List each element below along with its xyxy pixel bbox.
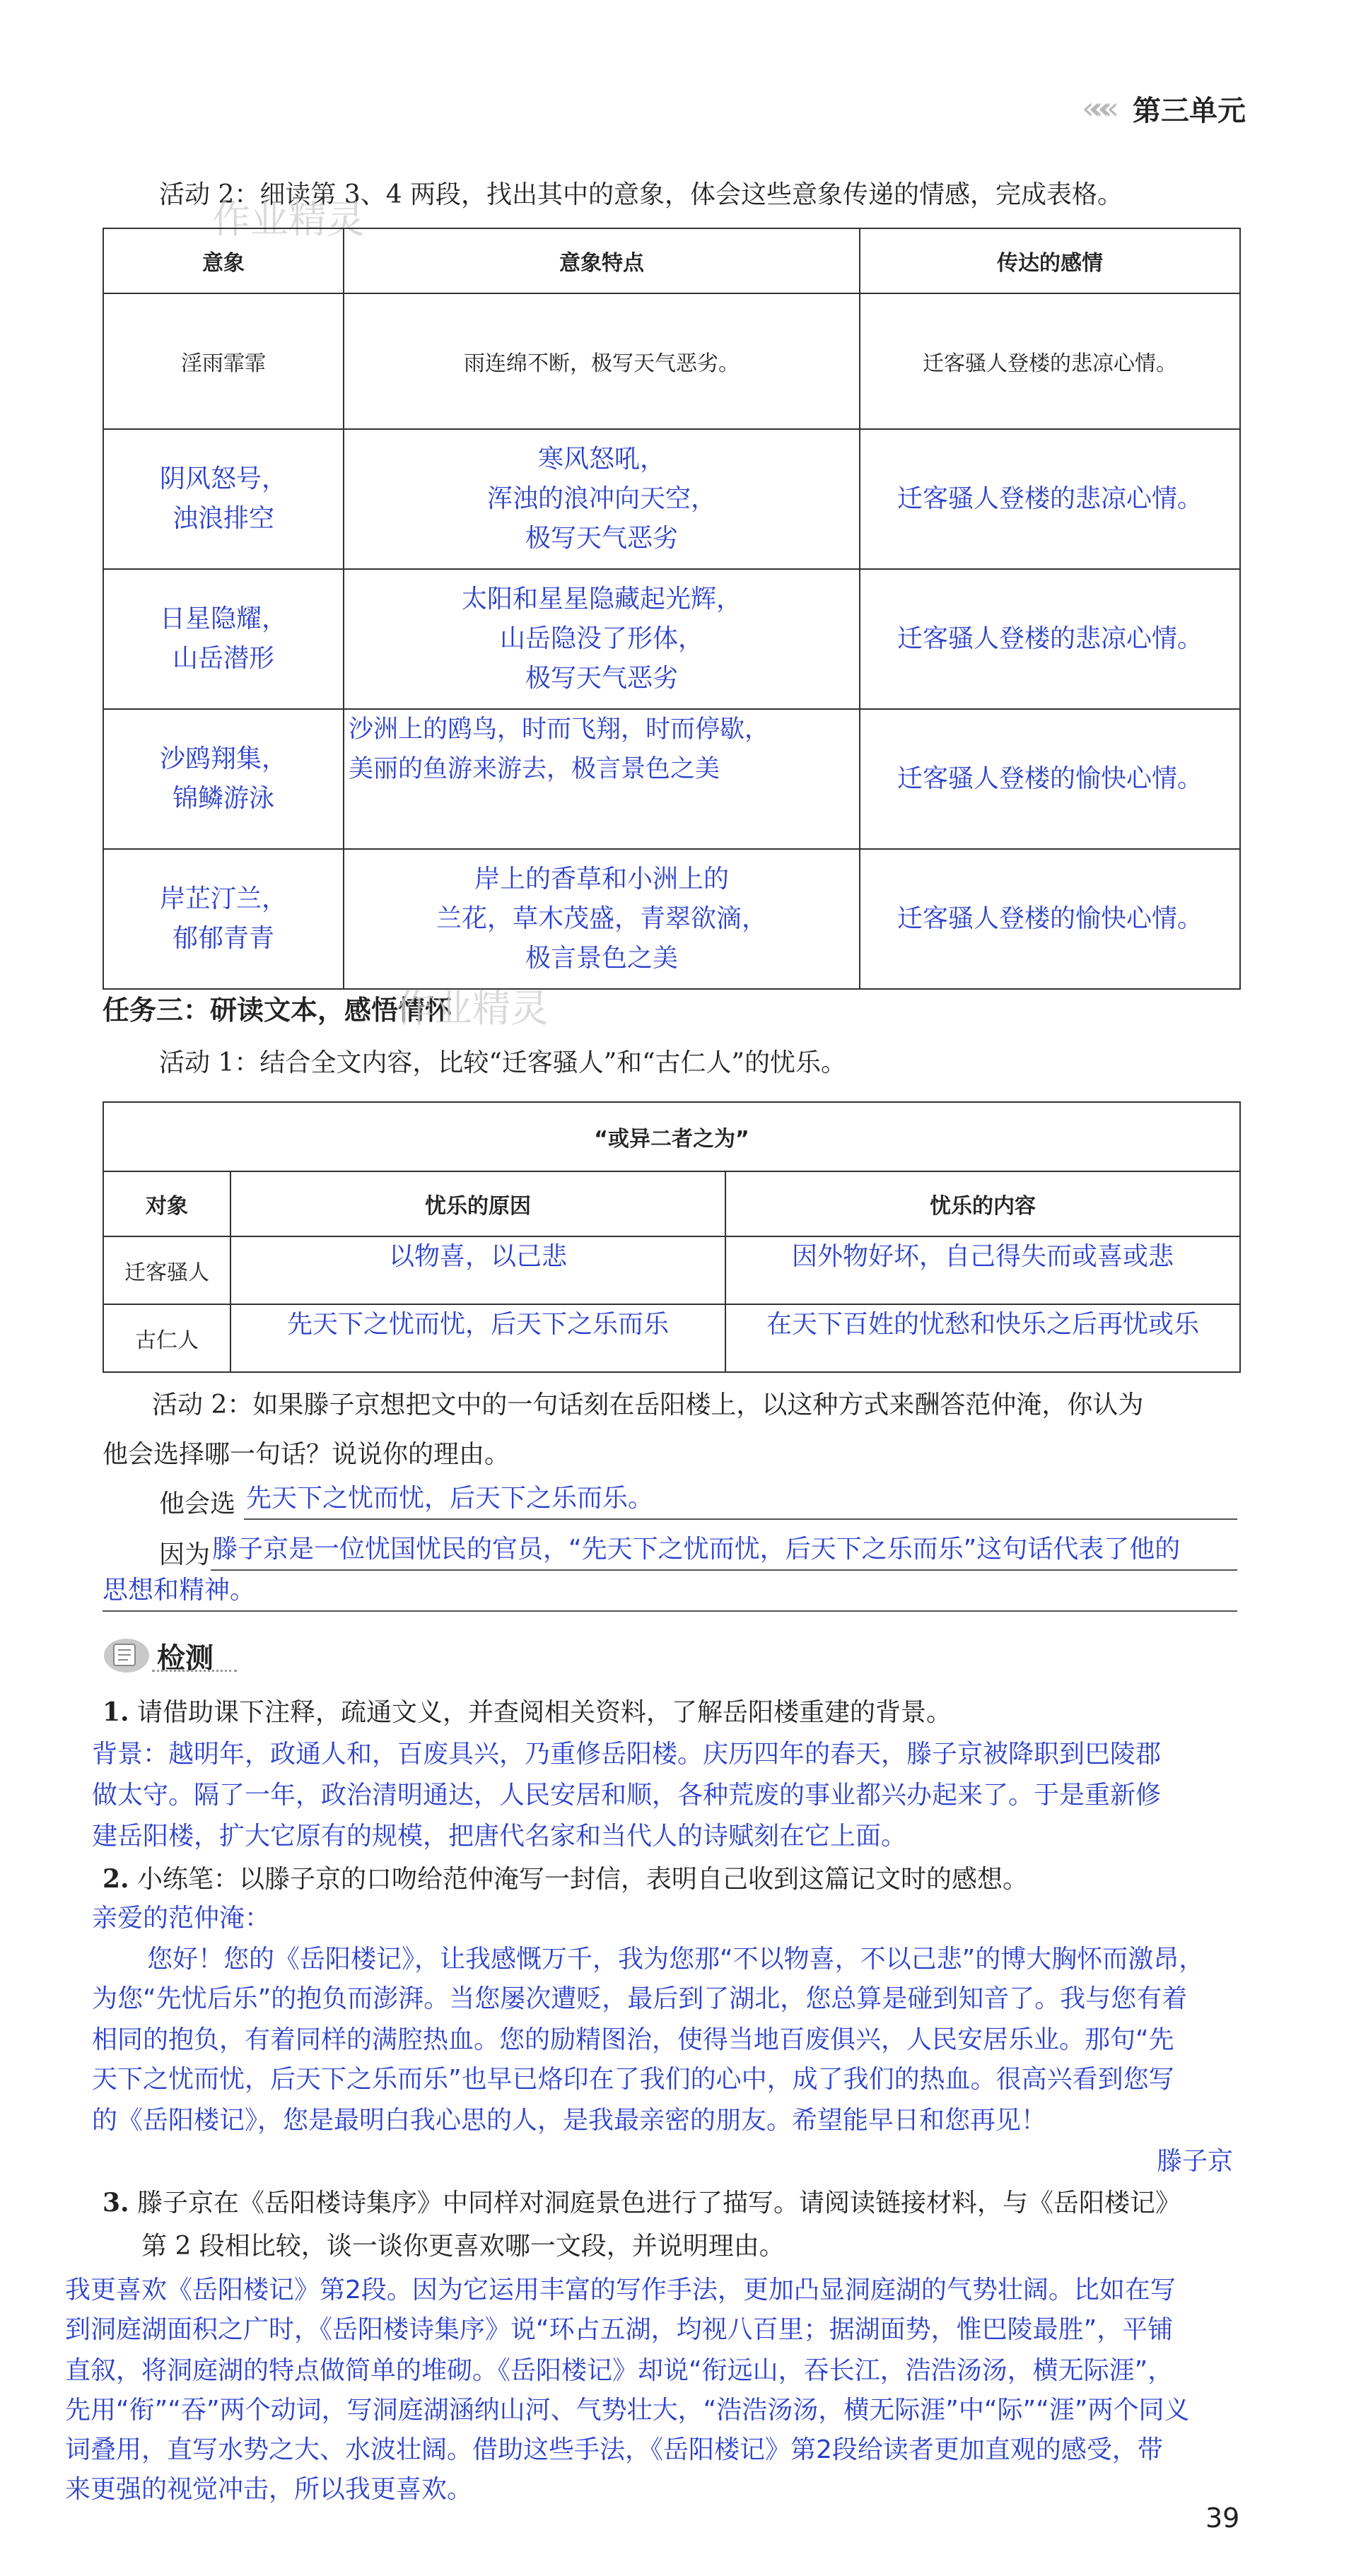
q2-letter-line: 相同的抱负，有着同样的满腔热血。您的励精图治，使得当地百废俱兴，人民安居乐业。那句“先 (92, 2025, 1174, 2054)
q3-answer-line: 我更喜欢《岳阳楼记》第2段。因为它运用丰富的写作手法，更加凸显洞庭湖的气势壮阔。比如在写 (65, 2276, 1176, 2305)
q1-answer-line: 做太守。隔了一年，政治清明通达，人民安居和顺，各种荒废的事业都兴办起来了。于是重新修 (92, 1781, 1162, 1810)
table1-cell-features: 太阳和星星隐藏起光辉， 山岳隐没了形体， 极写天气恶劣 (344, 569, 860, 709)
because-label: 因为 (159, 1540, 211, 1569)
q2-letter-line: 为您“先忧后乐”的抱负而澎湃。当您屡次遭贬，最后到了湖北，您总算是碰到知音了。我与您有着 (92, 1984, 1188, 2013)
table1-header-features: 意象特点 (344, 228, 860, 293)
q3-answer-line: 直叙，将洞庭湖的特点做简单的堆砌。《岳阳楼记》却说“衔远山，吞长江，浩浩汤汤，横无际涯”， (65, 2356, 1174, 2385)
q3-text-line2: 第 2 段相比较，谈一谈你更喜欢哪一文段，并说明理由。 (141, 2232, 785, 2261)
table1-cell-features: 雨连绵不断，极写天气恶劣。 (344, 293, 860, 429)
table1-cell-image: 岸芷汀兰， 郁郁青青 (103, 849, 344, 989)
q3-answer-line: 来更强的视觉冲击，所以我更喜欢。 (65, 2475, 473, 2504)
activity2-question-line1: 活动 2：如果滕子京想把文中的一句话刻在岳阳楼上，以这种方式来酬答范仲淹，你认为 (152, 1391, 1144, 1419)
table-row (103, 849, 1240, 989)
worries-table (103, 1101, 1241, 1373)
q3-answer-line: 到洞庭湖面积之广时，《岳阳楼诗集序》说“环占五湖，均视八百里；据湖面势，惟巴陵最胜”，平铺 (65, 2315, 1174, 2344)
test-section-label: 检测 (157, 1642, 214, 1675)
table1-cell-features: 寒风怒吼， 浑浊的浪冲向天空， 极写天气恶劣 (344, 429, 860, 569)
watermark: 作业精灵 (212, 197, 365, 242)
table2-cell-subject: 迁客骚人 (103, 1236, 230, 1304)
test-book-icon (103, 1634, 151, 1674)
table1-cell-image: 阴风怒号， 浊浪排空 (103, 429, 344, 569)
q3-number: 3. (103, 2188, 129, 2218)
q3-answer-line: 先用“衔”“吞”两个动词，写洞庭湖涵纳山河、气势壮大，“浩浩汤汤，横无际涯”中“际”“涯”两个同义 (65, 2396, 1190, 2425)
table2-title: “或异二者之为” (103, 1102, 1240, 1171)
q1-answer-line: 背景：越明年，政通人和，百废具兴，乃重修岳阳楼。庆历四年的春天，滕子京被降职到巴陵郡 (92, 1740, 1162, 1769)
table1-cell-emotion: 迁客骚人登楼的悲凉心情。 (860, 429, 1240, 569)
table2-cell-content: 因外物好坏，自己得失而或喜或悲 (725, 1236, 1240, 1304)
table2-cell-reason: 以物喜，以己悲 (230, 1236, 725, 1304)
table1-cell-image: 淫雨霏霏 (103, 293, 344, 429)
table-row (103, 569, 1240, 709)
because-answer-line2: 思想和精神。 (103, 1576, 256, 1605)
table1-cell-features: 岸上的香草和小洲上的 兰花，草木茂盛，青翠欲滴， 极言景色之美 (344, 849, 860, 989)
table1-cell-emotion: 迁客骚人登楼的愉快心情。 (860, 849, 1240, 989)
page-number: 39 (1205, 2502, 1240, 2534)
table2-cell-subject: 古仁人 (103, 1304, 230, 1372)
table1-cell-image: 日星隐耀， 山岳潜形 (103, 569, 344, 709)
q2-letter-line: 的《岳阳楼记》，您是最明白我心思的人，是我最亲密的朋友。希望能早日和您再见！ (92, 2106, 1047, 2135)
q1-answer-line: 建岳阳楼，扩大它原有的规模，把唐代名家和当代人的诗赋刻在它上面。 (92, 1822, 907, 1851)
activity2-question-line2: 他会选择哪一句话？说说你的理由。 (103, 1440, 510, 1469)
activity1-instruction: 活动 1：结合全文内容，比较“迁客骚人”和“古仁人”的忧乐。 (159, 1048, 846, 1077)
q3-answer-line: 词叠用，直写水势之大、水波壮阔。借助这些手法，《岳阳楼记》第2段给读者更加直观的感受，带 (65, 2435, 1163, 2464)
table1-cell-image: 沙鸥翔集， 锦鳞游泳 (103, 709, 344, 849)
table2-cell-content: 在天下百姓的忧愁和快乐之后再忧或乐 (725, 1304, 1240, 1372)
q2-letter-line: 天下之忧而忧，后天下之乐而乐”也早已烙印在了我们的心中，成了我们的热血。很高兴看到您写 (92, 2065, 1174, 2094)
table2-header-subject: 对象 (103, 1171, 230, 1236)
q1-number: 1. (103, 1697, 129, 1727)
table-row (103, 709, 1240, 849)
q1-text (103, 1692, 952, 1733)
q2-greeting: 亲爱的范仲淹： (92, 1904, 271, 1933)
table2-header-content: 忧乐的内容 (725, 1171, 1240, 1236)
table-row (103, 429, 1240, 569)
table1-header-emotion: 传达的感情 (860, 228, 1240, 293)
q1-question: 请借助课下注释，疏通文义，并查阅相关资料，了解岳阳楼重建的背景。 (137, 1698, 952, 1727)
table-row (103, 293, 1240, 429)
table1-header-image: 意象 (103, 228, 344, 293)
choose-label: 他会选 (159, 1489, 236, 1518)
q2-question: 小练笔：以滕子京的口吻给范仲淹写一封信，表明自己收到这篇记文时的感想。 (137, 1865, 1029, 1894)
table1-cell-emotion: 迁客骚人登楼的愉快心情。 (860, 709, 1240, 849)
q3-text-line1 (103, 2183, 1181, 2223)
table2-cell-reason: 先天下之忧而忧，后天下之乐而乐 (230, 1304, 725, 1372)
q2-text (103, 1859, 1028, 1899)
q3-question: 滕子京在《岳阳楼诗集序》中同样对洞庭景色进行了描写。请阅读链接材料，与《岳阳楼记》 (137, 2189, 1181, 2218)
answer-underline (244, 1518, 1237, 1520)
table2-header-reason: 忧乐的原因 (230, 1171, 725, 1236)
q2-number: 2. (103, 1864, 129, 1894)
because-answer-line1: 滕子京是一位忧国忧民的官员，“先天下之忧而忧，后天下之乐而乐”这句话代表了他的 (212, 1535, 1181, 1564)
answer-underline (211, 1569, 1237, 1571)
watermark: 作业精灵 (396, 986, 549, 1031)
unit-title: 第三单元 (1133, 95, 1246, 127)
section-divider (152, 1670, 237, 1672)
table-row (103, 1304, 1240, 1372)
choose-answer: 先天下之忧而忧，后天下之乐而乐。 (246, 1484, 654, 1513)
table1-cell-emotion: 迁客骚人登楼的悲凉心情。 (860, 293, 1240, 429)
imagery-table (103, 228, 1241, 990)
task3-title: 任务三：研读文本，感悟情怀 (103, 995, 452, 1026)
q2-signature: 滕子京 (1157, 2147, 1234, 2176)
table-row (103, 1236, 1240, 1304)
answer-underline (103, 1610, 1237, 1612)
header-chevron-icon: ««« (1082, 90, 1109, 127)
table1-cell-features: 沙洲上的鸥鸟，时而飞翔，时而停歇， 美丽的鱼游来游去，极言景色之美 (344, 709, 860, 849)
activity2-top-instruction: 活动 2：细读第 3、4 两段，找出其中的意象，体会这些意象传递的情感，完成表格。 (159, 180, 1123, 209)
table1-cell-emotion: 迁客骚人登楼的悲凉心情。 (860, 569, 1240, 709)
q2-letter-line: 您好！您的《岳阳楼记》，让我感慨万千，我为您那“不以物喜，不以己悲”的博大胸怀而激昂， (147, 1945, 1205, 1974)
